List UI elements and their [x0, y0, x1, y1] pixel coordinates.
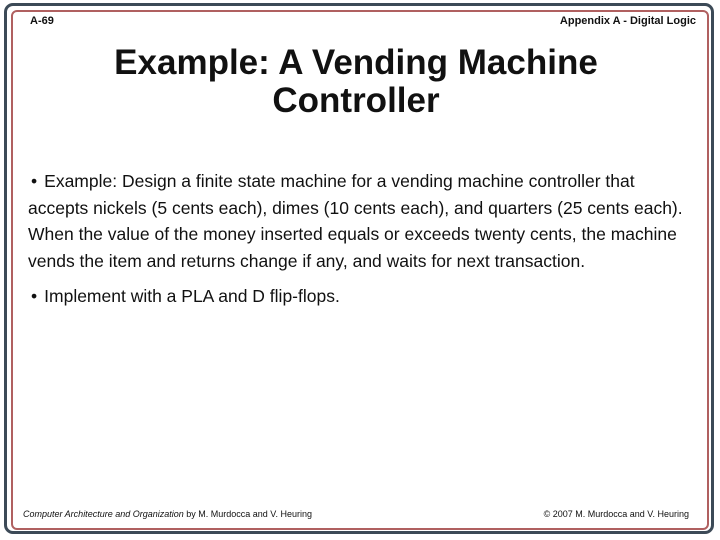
- bullet-icon: •: [31, 171, 38, 191]
- footer-credit: [23, 509, 312, 519]
- book-authors: by M. Murdocca and V. Heuring: [183, 509, 312, 519]
- bullet-text: Implement with a PLA and D flip-flops.: [44, 286, 340, 306]
- bullet-list: [28, 168, 698, 319]
- bullet-item: [28, 283, 698, 310]
- bullet-item: [28, 168, 698, 274]
- slide-title: [0, 44, 712, 120]
- title-line-1: Example: A Vending Machine: [114, 43, 598, 82]
- page-number: A-69: [30, 15, 54, 27]
- book-title: Computer Architecture and Organization: [23, 509, 184, 519]
- section-header: Appendix A - Digital Logic: [559, 15, 696, 27]
- bullet-icon: •: [31, 286, 38, 306]
- bullet-text: Example: Design a finite state machine for a vending machine controller that accepts nickels (5 cents each), dimes (10 cents each), and quarters (25 cents each). When the value of the money inserted equals or exceeds twenty cents, the machine vends the item and returns change if any, and waits for next transaction.: [28, 171, 683, 271]
- footer-copyright: © 2007 M. Murdocca and V. Heuring: [543, 509, 689, 519]
- title-line-2: Controller: [272, 81, 440, 120]
